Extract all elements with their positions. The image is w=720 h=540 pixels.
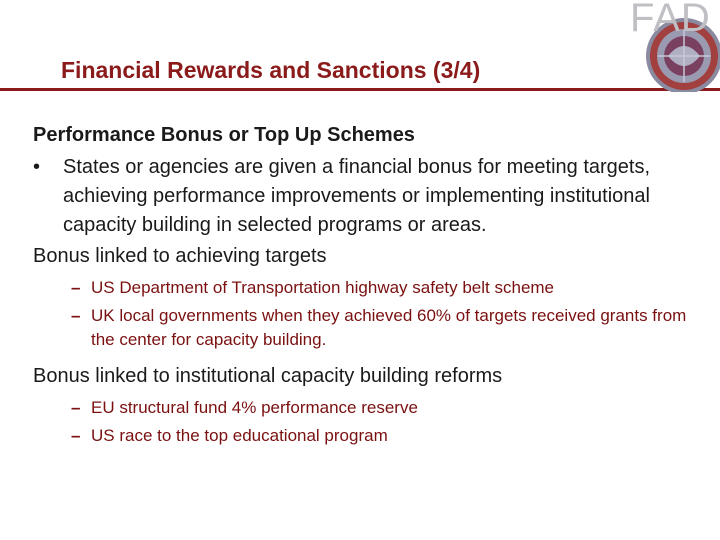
list-item	[71, 396, 703, 420]
logo-text-fad: FAD	[630, 0, 711, 40]
title-divider	[0, 88, 720, 91]
imf-fad-logo	[628, 0, 720, 92]
section-heading-capacity: Bonus linked to institutional capacity building reforms	[33, 365, 503, 387]
dash-mark: –	[71, 278, 81, 297]
heading-performance-bonus: Performance Bonus or Top Up Schemes	[33, 124, 415, 146]
list-item-text: US Department of Transportation highway safety belt scheme	[91, 278, 555, 297]
list-item	[71, 424, 703, 448]
bullet-text: States or agencies are given a financial bonus for meeting targets, achieving performance improvements or implementing institutional capacity building in selected programs or areas.	[63, 156, 651, 236]
slide-body	[33, 124, 703, 460]
list-item-text: US race to the top educational program	[91, 426, 388, 445]
bullet-mark: •	[33, 156, 41, 178]
section1-list	[71, 276, 703, 352]
section-heading-targets: Bonus linked to achieving targets	[33, 245, 327, 267]
dash-mark: –	[71, 426, 81, 445]
slide-title: Financial Rewards and Sanctions (3/4)	[61, 57, 481, 83]
section2-list	[71, 396, 703, 448]
dash-mark: –	[71, 306, 81, 325]
bullet-item	[33, 153, 703, 240]
list-item-text: EU structural fund 4% performance reserve	[91, 398, 418, 417]
dash-mark: –	[71, 398, 81, 417]
list-item	[71, 304, 703, 352]
list-item	[71, 276, 703, 300]
list-item-text: UK local governments when they achieved 60% of targets received grants from the center for capacity building.	[91, 306, 687, 349]
